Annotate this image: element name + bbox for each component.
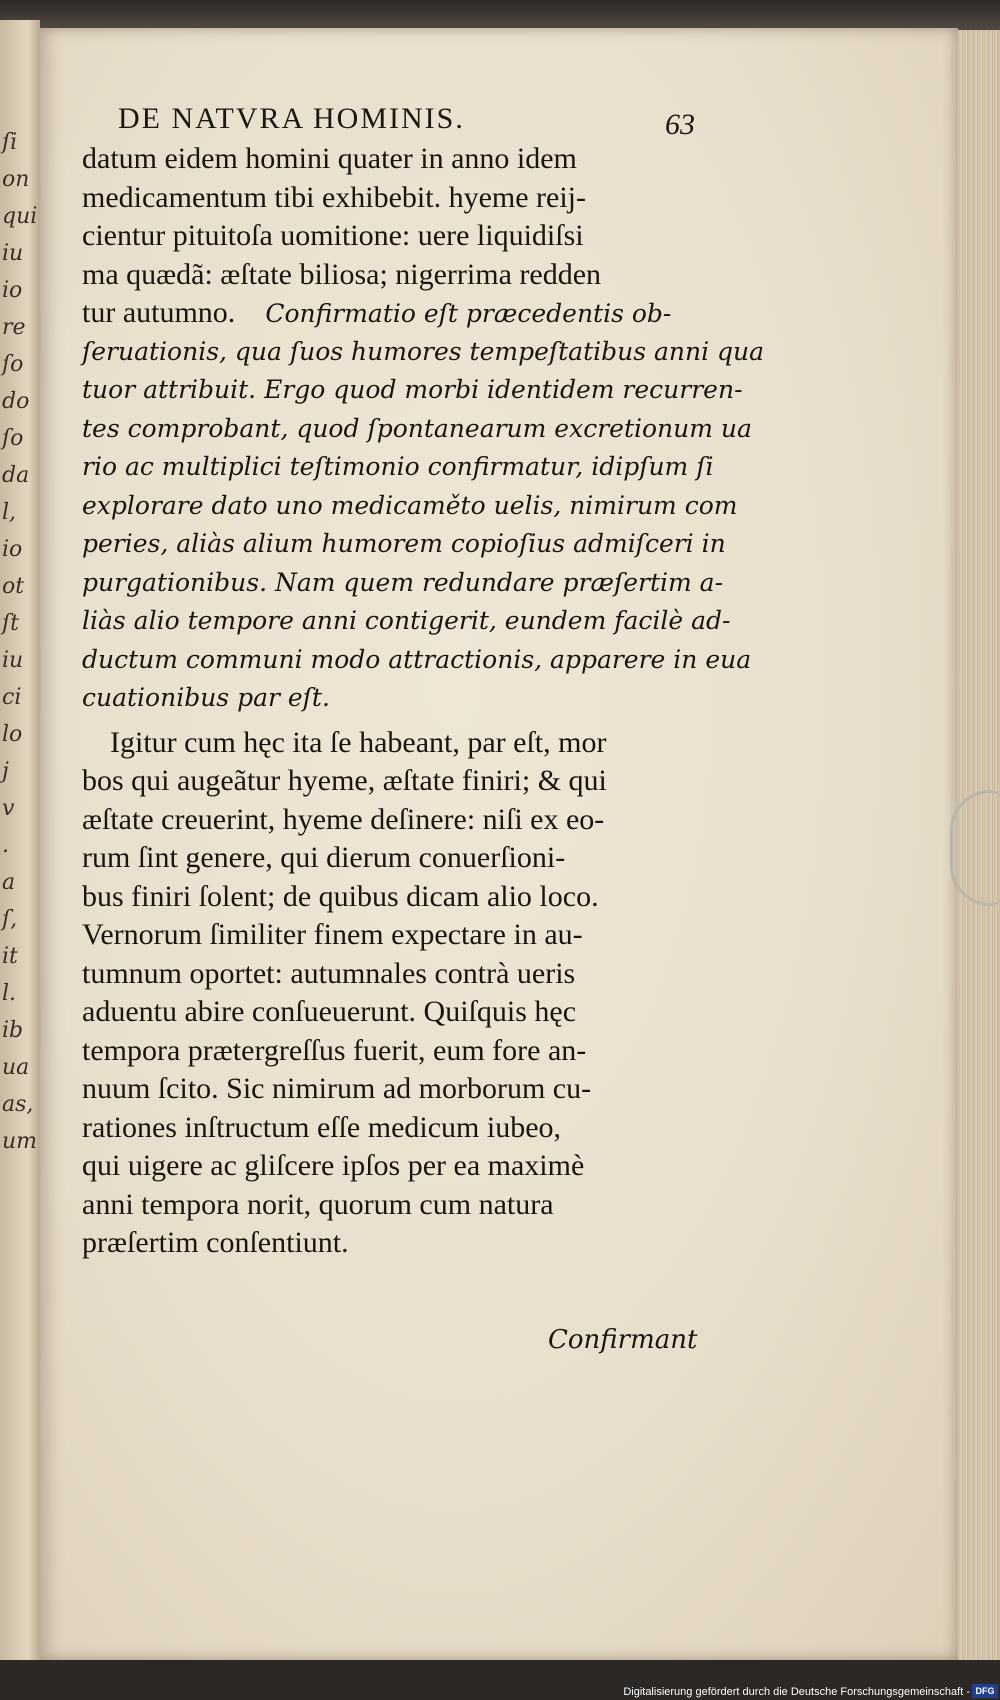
facing-page-fragment: ſo [2,426,24,451]
text-line: rio ac multiplici teſtimonio confirmatur, idipſum ſi [82,452,714,481]
text-line: tes comprobant, quod ſpontanearum excretionum ua [82,413,752,443]
body-text [82,140,765,1263]
text-line: rationes inſtructum eſſe medicum iubeo, [82,1110,562,1144]
facing-page-fragment: v [2,796,15,821]
text-line: medicamentum tibi exhibebit. hyeme reij- [82,180,587,214]
text-line: cuationibus par eſt. [82,683,330,712]
text-line: anni tempora norit, quorum cum natura [82,1187,554,1221]
text-line: purgationibus. Nam quem redundare præſertim a- [82,567,724,597]
facing-page-fragment: io [2,537,23,562]
text-line: æſtate creuerint, hyeme deſinere: niſi ex eo- [82,802,605,836]
paragraph-2 [82,724,708,1263]
text-line: aduentu abire conſueuerunt. Quiſquis hęc [82,995,577,1028]
dfg-logo: DFG [972,1684,998,1698]
facing-page-fragment: on [2,167,30,192]
text-line: nuum ſcito. Sic nimirum ad morborum cu- [82,1072,592,1105]
facing-page-fragment: a [2,870,16,895]
text-line: bos qui augeãtur hyeme, æſtate finiri; & qui [82,764,607,797]
facing-page-fragment: ſi [2,130,18,155]
page-number: 63 [665,108,695,141]
text-line: tuor attribuit. Ergo quod morbi identidem recurren- [82,375,743,404]
facing-page-fragment: l. [2,981,17,1006]
facing-page-fragment: it [2,944,18,969]
digitization-credit: Digitalisierung gefördert durch die Deutsche Forschungsgemeinschaft - [623,1686,970,1698]
facing-page-edge [0,20,40,1660]
text-line-roman-part: tur autumno. [82,296,236,329]
facing-page-fragment: iu [2,648,24,673]
text-line: cientur pituitoſa uomitione: uere liquidiſsi [82,219,584,252]
text-line: datum eidem homini quater in anno idem [82,142,577,175]
facing-page-fragment: da [2,463,30,488]
facing-page-fragment: ci [2,685,22,710]
facing-page-fragment: ib [2,1018,24,1043]
paragraph-1 [82,140,765,718]
text-line [82,294,708,333]
facing-page-fragment: io [2,278,23,303]
facing-page-fragment: iu [2,241,24,266]
text-line: Vernorum ſimiliter finem expectare in au- [82,918,583,951]
text-line: rum ſint genere, qui dierum conuerſioni- [82,841,566,874]
facing-page-fragment: ua [2,1055,30,1080]
facing-page-fragment: re [2,315,26,340]
facing-page-fragment: ſo [2,352,24,377]
facing-page-fragment: lo [2,722,23,747]
footer-bar [0,1660,1000,1700]
text-line-italic-part: Confirmatio eſt præcedentis ob- [265,299,672,328]
facing-page-fragment: as, [2,1092,34,1117]
text-line: ma quædã: æſtate biliosa; nigerrima redden [82,257,602,291]
facing-page-fragment: um [2,1129,38,1154]
text-line: peries, aliàs alium humorem copioſius admiſceri in [82,529,726,558]
text-line: liàs alio tempore anni contigerit, eundem facilè ad- [82,606,731,635]
text-line: præſertim conſentiunt. [82,1226,349,1259]
facing-page-fragment: ot [2,574,25,599]
page-clip [950,790,1000,906]
facing-page-fragment: do [2,389,30,414]
facing-page-fragment: l, [2,500,17,525]
text-line: ſeruationis, qua ſuos humores tempeſtatibus anni qua [82,336,765,366]
text-line: tumnum oportet: autumnales contrà ueris [82,956,576,990]
facing-page-fragment: . [2,833,9,858]
text-line: qui uigere ac gliſcere ipſos per ea maximè [82,1149,585,1182]
text-line: explorare dato uno medicaměto uelis, nimirum com [82,490,738,520]
text-line: ductum communi modo attractionis, apparere in eua [82,644,752,674]
text-line: bus finiri ſolent; de quibus dicam alio loco. [82,879,599,913]
facing-page-fragment: qui [2,204,38,229]
text-line: Igitur cum hęc ita ſe habeant, par eſt, mor [110,725,607,759]
facing-page-fragment: j [2,759,9,784]
facing-page-fragment: ſ, [2,907,18,932]
facing-page-fragment: ſt [2,611,19,636]
catchword: Confirmant [548,1325,698,1355]
running-head: DE NATVRA HOMINIS. [118,102,465,135]
text-line: tempora prætergreſſus fuerit, eum fore an- [82,1033,587,1067]
